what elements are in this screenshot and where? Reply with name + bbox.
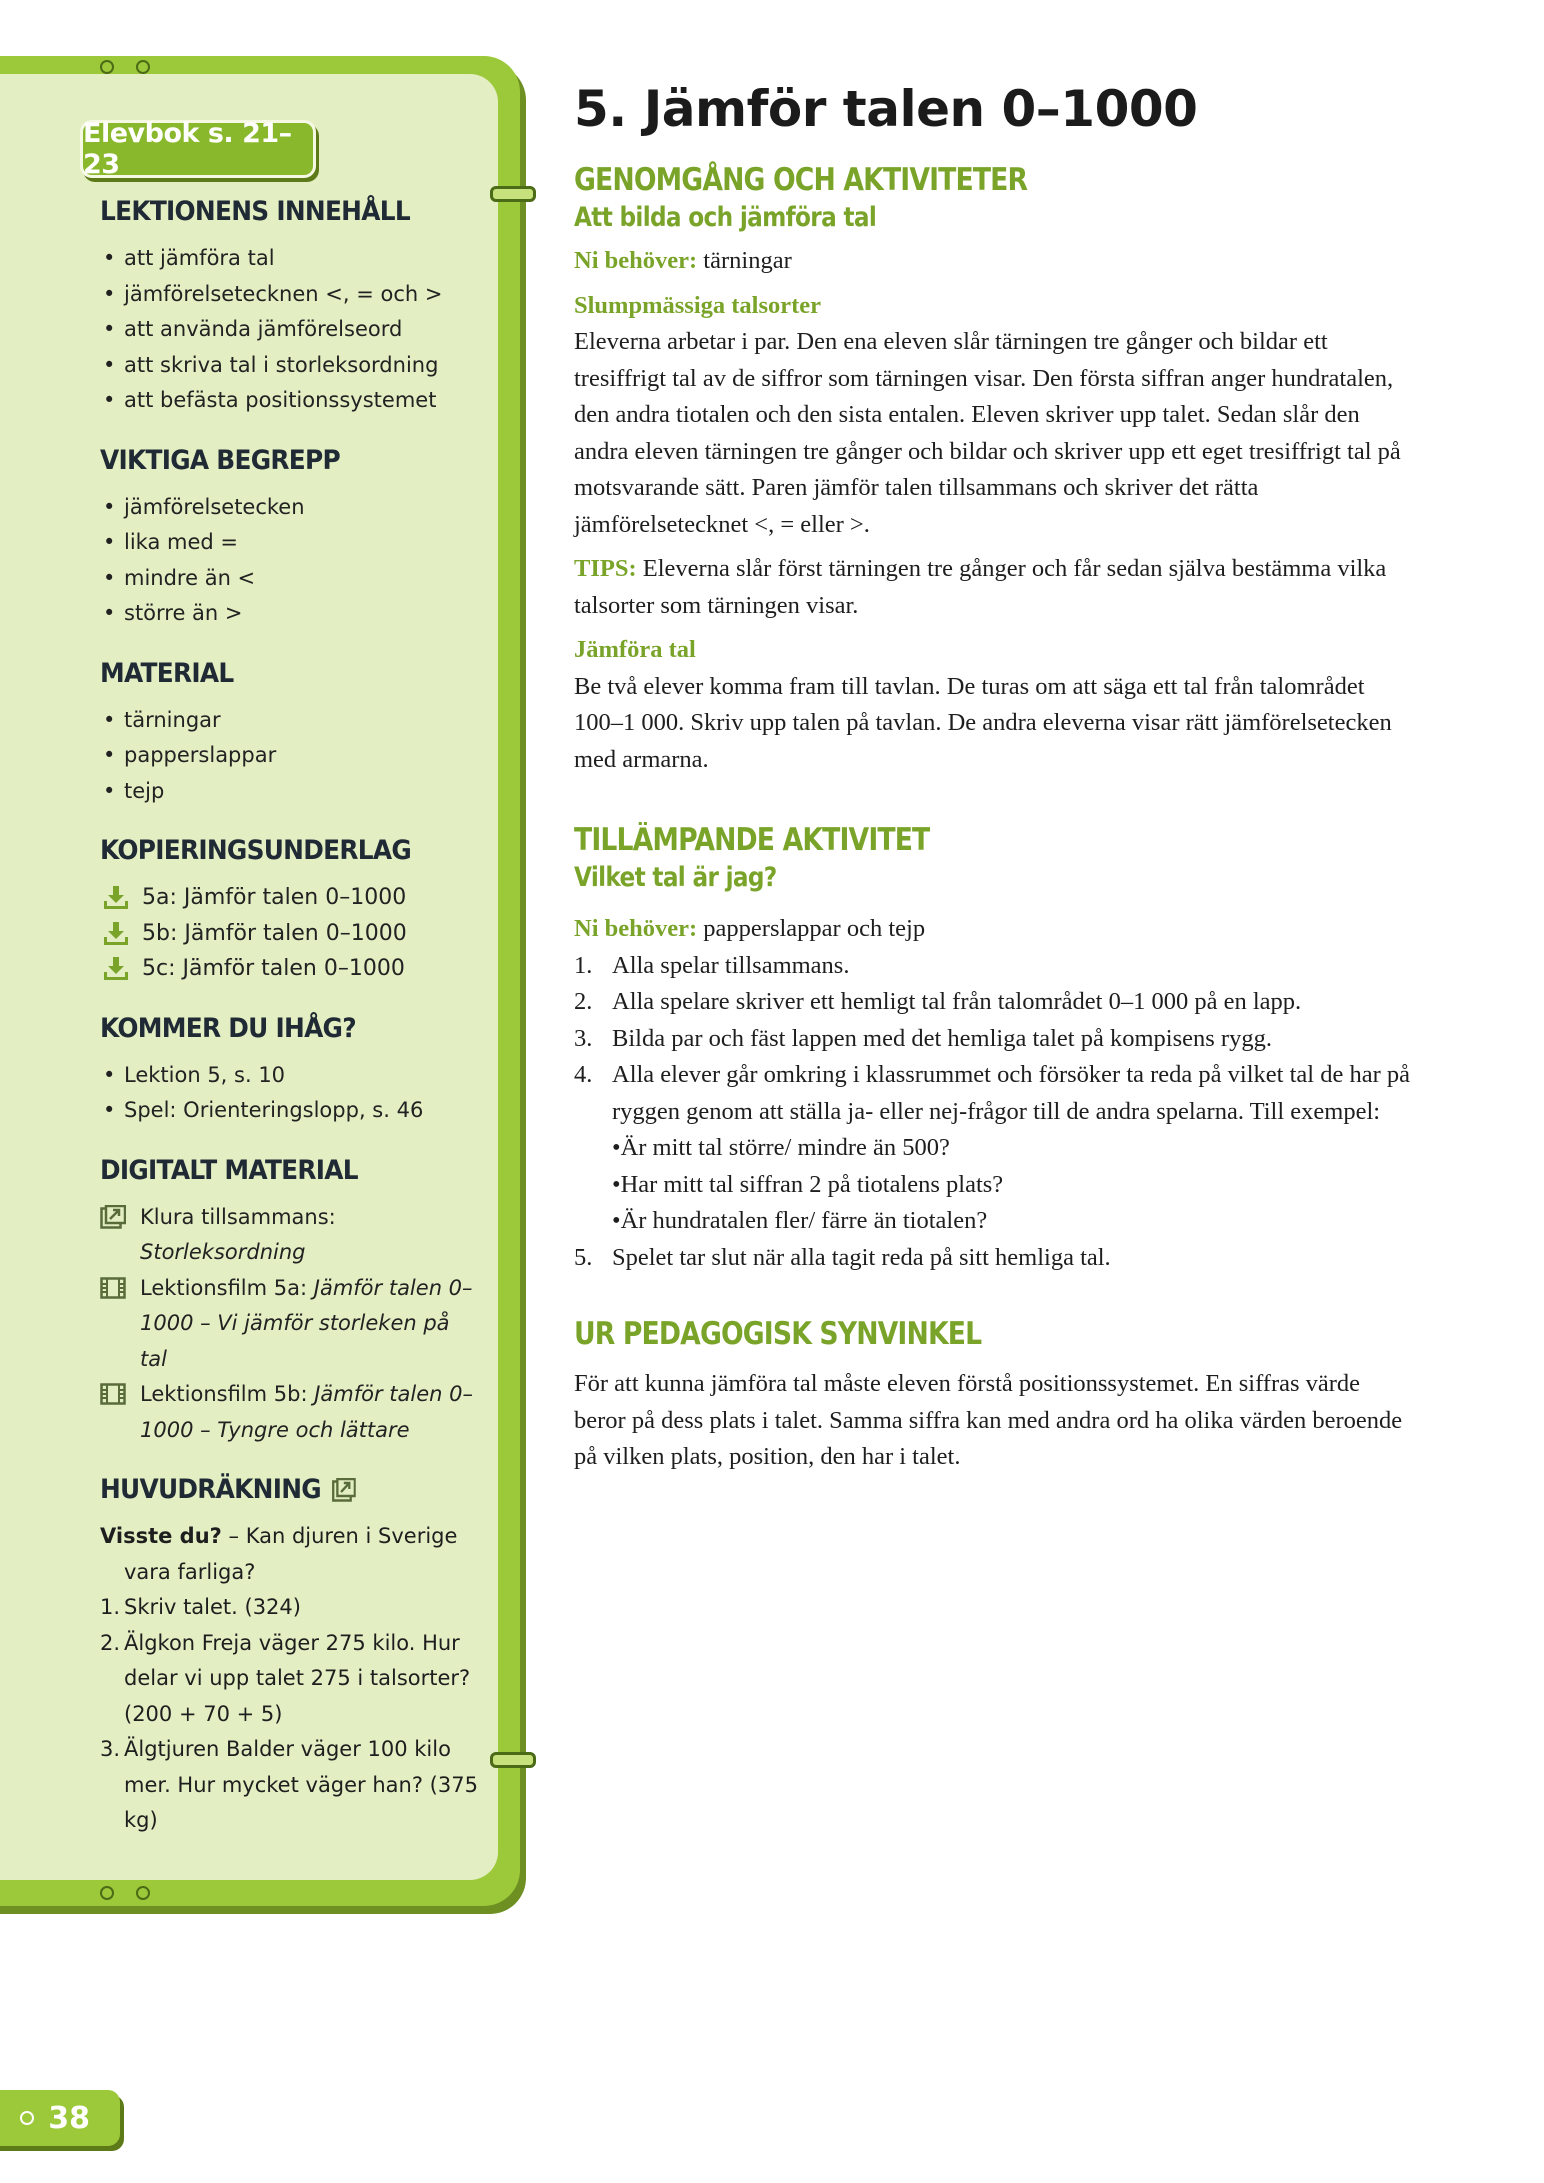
item-text: Älgkon Freja väger 275 kilo. Hur delar vi upp talet 275 i talsorter? (200 + 70 + 5)	[124, 1630, 471, 1726]
ring-icon	[20, 2111, 34, 2125]
frame-ring-icon	[100, 60, 114, 74]
list-item: • Lektion 5, s. 10	[100, 1058, 480, 1094]
digital-item-prefix: Klura tillsammans:	[140, 1204, 336, 1229]
digital-item[interactable]	[100, 1271, 480, 1378]
digital-item[interactable]	[100, 1377, 480, 1448]
material-heading: MATERIAL	[100, 657, 234, 689]
download-icon	[102, 885, 130, 911]
list-item: • att befästa positionssystemet	[100, 383, 480, 419]
item-text: Alla spelar tillsammans.	[612, 951, 850, 979]
list-item	[100, 1590, 480, 1626]
download-label: 5c: Jämför talen 0–1000	[142, 956, 405, 981]
behover-label: Ni behöver:	[574, 915, 698, 942]
digitalt-heading: DIGITALT MATERIAL	[100, 1154, 358, 1186]
digital-item-title: Jämför talen 0–1000 – Tyngre och lättare	[140, 1382, 474, 1442]
main-content	[574, 80, 1414, 1476]
genomgang-heading: GENOMGÅNG OCH AKTIVITETER	[574, 162, 1028, 198]
steps-list	[574, 948, 1414, 1277]
item-number: 1.	[574, 951, 593, 979]
external-link-icon	[100, 1205, 126, 1229]
genomgang-subheading: Att bilda och jämföra tal	[574, 202, 877, 233]
behover-line	[574, 911, 1414, 948]
innehall-list	[100, 241, 480, 419]
jamfora-text: Be två elever komma fram till tavlan. De turas om att säga ett tal från talområdet 100–1 000. Skriv upp talen på tavlan. De andra eleverna visar rätt jämförelsetecken med armarna.	[574, 672, 1392, 773]
innehall-heading: LEKTIONENS INNEHÅLL	[100, 196, 410, 227]
digital-item-title: Jämför talen 0–1000 – Vi jämför storleken på tal	[140, 1275, 473, 1371]
tillampande-subheading: Vilket tal är jag?	[574, 862, 777, 893]
digital-item-title: Storleksordning	[140, 1240, 306, 1264]
list-item: • att skriva tal i storleksordning	[100, 348, 480, 384]
item-number: 5.	[574, 1243, 593, 1271]
huvud-intro-bold: Visste du?	[100, 1524, 222, 1548]
download-label: 5b: Jämför talen 0–1000	[142, 920, 407, 946]
elevbok-badge: Elevbok s. 21–23	[80, 120, 316, 178]
list-item: • större än >	[100, 596, 480, 632]
item-text: Älgtjuren Balder väger 100 kilo mer. Hur mycket väger han? (375 kg)	[124, 1737, 478, 1832]
page-number-badge	[0, 2090, 120, 2146]
digital-item-prefix: Lektionsfilm 5a:	[140, 1275, 308, 1300]
kopiering-heading: KOPIERINGSUNDERLAG	[100, 835, 411, 866]
huvud-intro	[100, 1519, 480, 1590]
download-link[interactable]	[100, 916, 480, 952]
begrepp-heading: VIKTIGA BEGREPP	[100, 444, 340, 476]
list-item	[574, 1057, 1414, 1240]
list-item: • att använda jämförelseord	[100, 312, 480, 348]
list-item: • Spel: Orienteringslopp, s. 46	[100, 1093, 480, 1129]
example-question: •Är mitt tal större/ mindre än 500?	[612, 1134, 950, 1161]
external-link-icon[interactable]	[332, 1478, 356, 1502]
list-item: • att jämföra tal	[100, 241, 480, 277]
item-text: Spelet tar slut när alla tagit reda på sitt hemliga tal.	[612, 1243, 1111, 1271]
example-question: •Är hundratalen fler/ färre än tiotalen?	[612, 1207, 988, 1234]
list-item: • tejp	[100, 774, 480, 810]
behover-line	[574, 243, 1414, 280]
ihag-list	[100, 1058, 480, 1129]
item-text: Alla elever går omkring i klassrummet och försöker ta reda på vilket tal de har på ryggen genom att ställa ja- eller nej-frågor till de andra spelarna. Till exempel:	[612, 1061, 1410, 1125]
page-number: 38	[48, 2100, 90, 2136]
digital-item[interactable]	[100, 1200, 480, 1271]
list-item: • papperslappar	[100, 738, 480, 774]
item-number: 3.	[574, 1024, 593, 1052]
tips-paragraph	[574, 551, 1414, 624]
tube-joint-icon	[490, 186, 536, 202]
ihag-heading: KOMMER DU IHÅG?	[100, 1012, 356, 1044]
item-number: 4.	[574, 1061, 593, 1088]
page-title: 5. Jämför talen 0–1000	[574, 80, 1198, 138]
material-list	[100, 703, 480, 810]
list-item	[574, 1240, 1414, 1277]
item-number: 1.	[100, 1595, 121, 1619]
sidebar-content	[100, 196, 480, 1839]
item-text: Bilda par och fäst lappen med det hemliga talet på kompisens rygg.	[612, 1024, 1272, 1052]
behover-text: papperslappar och tejp	[697, 915, 926, 942]
example-question: •Har mitt tal siffran 2 på tiotalens plats?	[612, 1170, 1004, 1198]
digital-item-prefix: Lektionsfilm 5b:	[140, 1382, 308, 1406]
list-item: • mindre än <	[100, 561, 480, 597]
list-item: • jämförelsetecken	[100, 490, 480, 526]
tube-joint-icon	[490, 1752, 536, 1768]
item-number: 2.	[574, 988, 593, 1015]
tillampande-heading: TILLÄMPANDE AKTIVITET	[574, 822, 930, 858]
list-item	[574, 948, 1414, 985]
download-link[interactable]	[100, 880, 480, 916]
download-icon	[102, 956, 130, 982]
tips-label: TIPS:	[574, 555, 637, 582]
pedagogisk-heading: UR PEDAGOGISK SYNVINKEL	[574, 1316, 982, 1352]
jamfora-label: Jämföra tal	[574, 636, 696, 663]
list-item	[100, 1626, 480, 1733]
list-item	[100, 1732, 480, 1839]
download-label: 5a: Jämför talen 0–1000	[142, 885, 407, 910]
list-item: • jämförelsetecknen <, = och >	[100, 277, 480, 313]
item-text: Alla spelare skriver ett hemligt tal från talområdet 0–1 000 på en lapp.	[612, 988, 1302, 1015]
slump-text: Eleverna arbetar i par. Den ena eleven slår tärningen tre gånger och bildar ett tresiffrigt tal av de siffror som tärningen visar. Den första siffran anger hundratalen, den andra tiotalen och den sista entalen. Eleven skriver upp talet. Sedan slår den andra eleven tärningen tre gånger och bildar och skriver upp ett eget tresiffrigt tal på motsvarande sätt. Paren jämför talen tillsammans och skriver det rätta jämförelsetecknet <, = eller >.	[574, 328, 1401, 538]
item-number: 2.	[100, 1630, 121, 1655]
huvud-heading: HUVUDRÄKNING	[100, 1474, 321, 1505]
item-text: Skriv talet. (324)	[124, 1595, 301, 1619]
frame-ring-icon	[136, 60, 150, 74]
download-link[interactable]	[100, 951, 480, 987]
huvud-list	[100, 1590, 480, 1839]
list-item	[574, 984, 1414, 1021]
huvud-intro-text: – Kan djuren i Sverige vara farliga?	[124, 1524, 458, 1584]
item-number: 3.	[100, 1737, 121, 1761]
film-icon	[100, 1382, 126, 1406]
list-item: • lika med =	[100, 525, 480, 561]
pedagogisk-text: För att kunna jämföra tal måste eleven förstå positionssystemet. En siffras värde beror på dess plats i talet. Samma siffra kan med andra ord ha olika värden beroende på vilken plats, position, den har i talet.	[574, 1370, 1403, 1470]
frame-ring-icon	[136, 1886, 150, 1900]
huvud-heading-row	[100, 1474, 450, 1505]
behover-label: Ni behöver:	[574, 247, 698, 274]
begrepp-list	[100, 490, 480, 632]
tips-text: Eleverna slår först tärningen tre gånger och får sedan själva bestämma vilka talsorter som tärningen visar.	[574, 555, 1387, 619]
kopiering-list	[100, 880, 480, 987]
film-icon	[100, 1276, 126, 1300]
list-item: • tärningar	[100, 703, 480, 739]
behover-text: tärningar	[697, 247, 792, 274]
list-item	[574, 1021, 1414, 1058]
digitalt-list	[100, 1200, 480, 1449]
frame-ring-icon	[100, 1886, 114, 1900]
download-icon	[102, 921, 130, 947]
slump-label: Slumpmässiga talsorter	[574, 291, 822, 319]
